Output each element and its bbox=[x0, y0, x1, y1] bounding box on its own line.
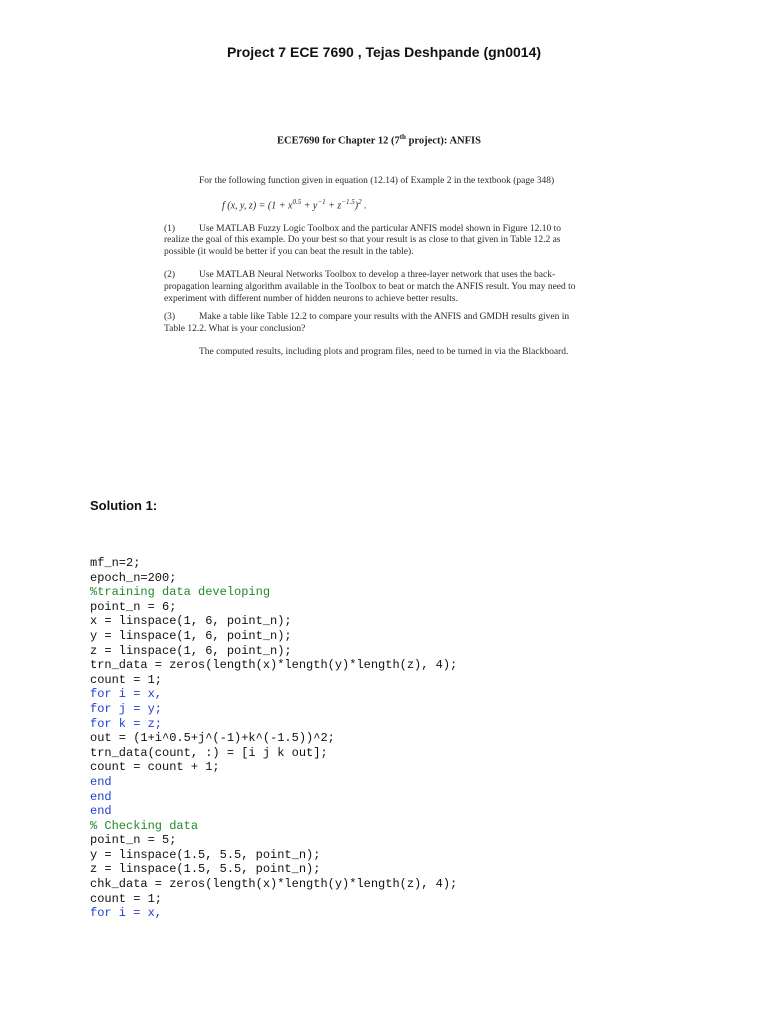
code-line: count = 1; bbox=[90, 672, 163, 687]
code-line: point_n = 6; bbox=[90, 599, 177, 614]
document-title: Project 7 ECE 7690 , Tejas Deshpande (gn0014) bbox=[226, 44, 542, 60]
code-line: for i = x, bbox=[90, 906, 163, 921]
code-line: trn_data = zeros(length(x)*length(y)*length(z), 4); bbox=[90, 658, 458, 673]
code-line: out = (1+i^0.5+j^(-1)+k^(-1.5))^2; bbox=[90, 731, 335, 746]
code-line: z = linspace(1, 6, point_n); bbox=[90, 643, 292, 658]
assignment-scan bbox=[164, 132, 584, 359]
assignment-title: ECE7690 for Chapter 12 (7th project): ANFIS bbox=[277, 133, 481, 147]
code-line: x = linspace(1, 6, point_n); bbox=[90, 614, 292, 629]
code-line: epoch_n=200; bbox=[90, 570, 177, 585]
assignment-intro: For the following function given in equation (12.14) of Example 2 in the textbook (page 348) bbox=[199, 176, 555, 187]
code-line: mf_n=2; bbox=[90, 556, 141, 570]
code-line: count = count + 1; bbox=[90, 760, 220, 775]
code-line: y = linspace(1, 6, point_n); bbox=[90, 628, 292, 643]
code-line: count = 1; bbox=[90, 891, 163, 906]
task-item-2: (2) Use MATLAB Neural Networks Toolbox to develop a three-layer network that uses the back-propagation learning algorithm available in the Toolbox to beat or match the ANFIS result. You may need to experiment with different number of hidden neurons to achieve better results. bbox=[164, 270, 576, 304]
code-line: % Checking data bbox=[90, 818, 199, 833]
code-line: point_n = 5; bbox=[90, 833, 177, 848]
code-line: for j = y; bbox=[90, 701, 163, 716]
code-line: y = linspace(1.5, 5.5, point_n); bbox=[90, 847, 321, 862]
solution-heading: Solution 1: bbox=[90, 498, 158, 513]
code-line: end bbox=[90, 774, 112, 789]
task-item-3: (3) Make a table like Table 12.2 to compare your results with the ANFIS and GMDH results given in Table 12.2. What is your conclusion? bbox=[164, 312, 570, 334]
matlab-code-block bbox=[90, 556, 457, 921]
code-line: trn_data(count, :) = [i j k out]; bbox=[90, 745, 328, 760]
code-line: end bbox=[90, 804, 112, 819]
code-line: %training data developing bbox=[90, 585, 271, 600]
code-line: z = linspace(1.5, 5.5, point_n); bbox=[90, 862, 321, 877]
code-line: chk_data = zeros(length(x)*length(y)*length(z), 4); bbox=[90, 877, 458, 892]
task-item-1: (1) Use MATLAB Fuzzy Logic Toolbox and the particular ANFIS model shown in Figure 12.10 to realize the goal of this example. Do your best so that your result is as close to that given in Table 12.2 as possible (it would be better if you can beat the result in the table). bbox=[164, 223, 561, 257]
code-line: for i = x, bbox=[90, 687, 163, 702]
equation: f (x, y, $z) = (1 + x^{0.5} + y^{-1} + z^{-1.5})^2$ . bbox=[222, 197, 367, 212]
submission-note: The computed results, including plots and program files, need to be turned in via the Blackboard. bbox=[199, 347, 569, 358]
code-line: for k = z; bbox=[90, 716, 163, 731]
code-line: end bbox=[90, 789, 112, 804]
